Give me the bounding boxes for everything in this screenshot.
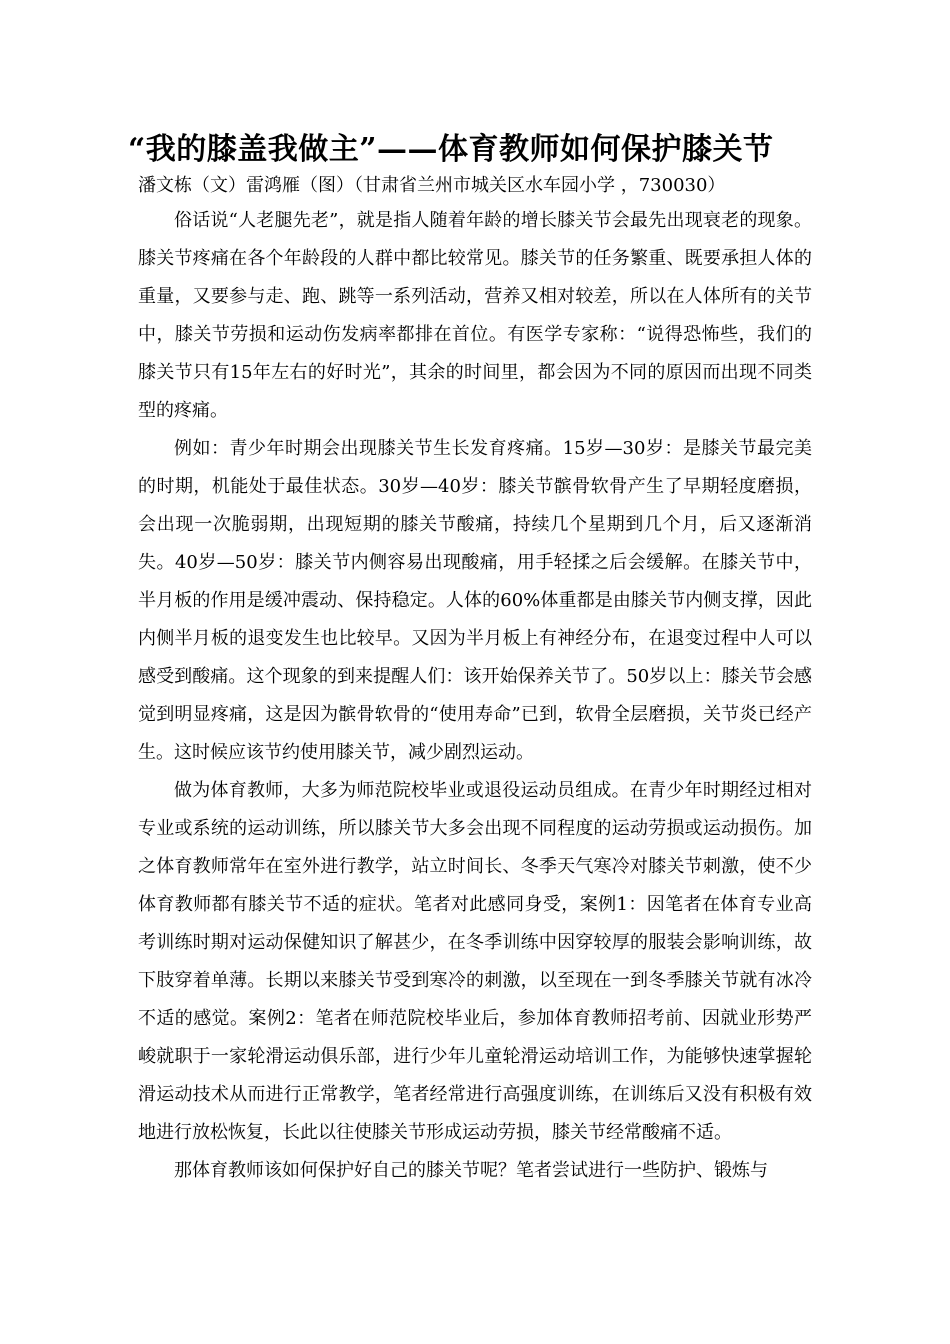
paragraph-protection: 那体育教师该如何保护好自己的膝关节呢？笔者尝试进行一些防护、锻炼与 — [174, 1160, 768, 1181]
document-title: “我的膝盖我做主”——体育教师如何保护膝关节 — [128, 132, 774, 167]
article-body — [138, 202, 812, 1190]
paragraph-intro: 俗话说“人老腿先老”，就是指人随着年龄的增长膝关节会最先出现衰老的现象。膝关节疼痛在各个年龄段的人群中都比较常见。膝关节的任务繁重、既要承担人体的重量，又要参与走、跑、跳等一系列活动，营养又相对较差，所以在人体所有的关节中，膝关节劳损和运动伤发病率都排在首位。有医学专家称：“说得恐怖些，我们的膝关节只有15年左右的好时光”，其余的时间里，都会因为不同的原因而出现不同类型的疼痛。 — [138, 210, 812, 421]
author-byline: 潘文栋（文）雷鸿雁（图）（甘肃省兰州市城关区水车园小学 ，730030） — [138, 175, 726, 196]
paragraph-pe-teachers: 做为体育教师，大多为师范院校毕业或退役运动员组成。在青少年时期经过相对专业或系统的运动训练，所以膝关节大多会出现不同程度的运动劳损或运动损伤。加之体育教师常年在室外进行教学，站立时间长、冬季天气寒冷对膝关节刺激，使不少体育教师都有膝关节不适的症状。笔者对此感同身受，案例1：因笔者在体育专业高考训练时期对运动保健知识了解甚少，在冬季训练中因穿较厚的服装会影响训练，故下肢穿着单薄。长期以来膝关节受到寒冷的刺激，以至现在一到冬季膝关节就有冰冷不适的感觉。案例2：笔者在师范院校毕业后，参加体育教师招考前、因就业形势严峻就职于一家轮滑运动俱乐部，进行少年儿童轮滑运动培训工作，为能够快速掌握轮滑运动技术从而进行正常教学，笔者经常进行高强度训练，在训练后又没有积极有效地进行放松恢复，长此以往使膝关节形成运动劳损，膝关节经常酸痛不适。 — [138, 780, 812, 1143]
paragraph-age-stages: 例如：青少年时期会出现膝关节生长发育疼痛。15岁—30岁：是膝关节最完美的时期，机能处于最佳状态。30岁—40岁：膝关节髌骨软骨产生了早期轻度磨损，会出现一次脆弱期，出现短期的膝关节酸痛，持续几个星期到几个月，后又逐渐消失。40岁—50岁：膝关节内侧容易出现酸痛，用手轻揉之后会缓解。在膝关节中，半月板的作用是缓冲震动、保持稳定。人体的60%体重都是由膝关节内侧支撑，因此内侧半月板的退变发生也比较早。又因为半月板上有神经分布，在退变过程中人可以感受到酸痛。这个现象的到来提醒人们：该开始保养关节了。50岁以上：膝关节会感觉到明显疼痛，这是因为髌骨软骨的“使用寿命”已到，软骨全层磨损，关节炎已经产生。这时候应该节约使用膝关节，减少剧烈运动。 — [138, 438, 812, 763]
